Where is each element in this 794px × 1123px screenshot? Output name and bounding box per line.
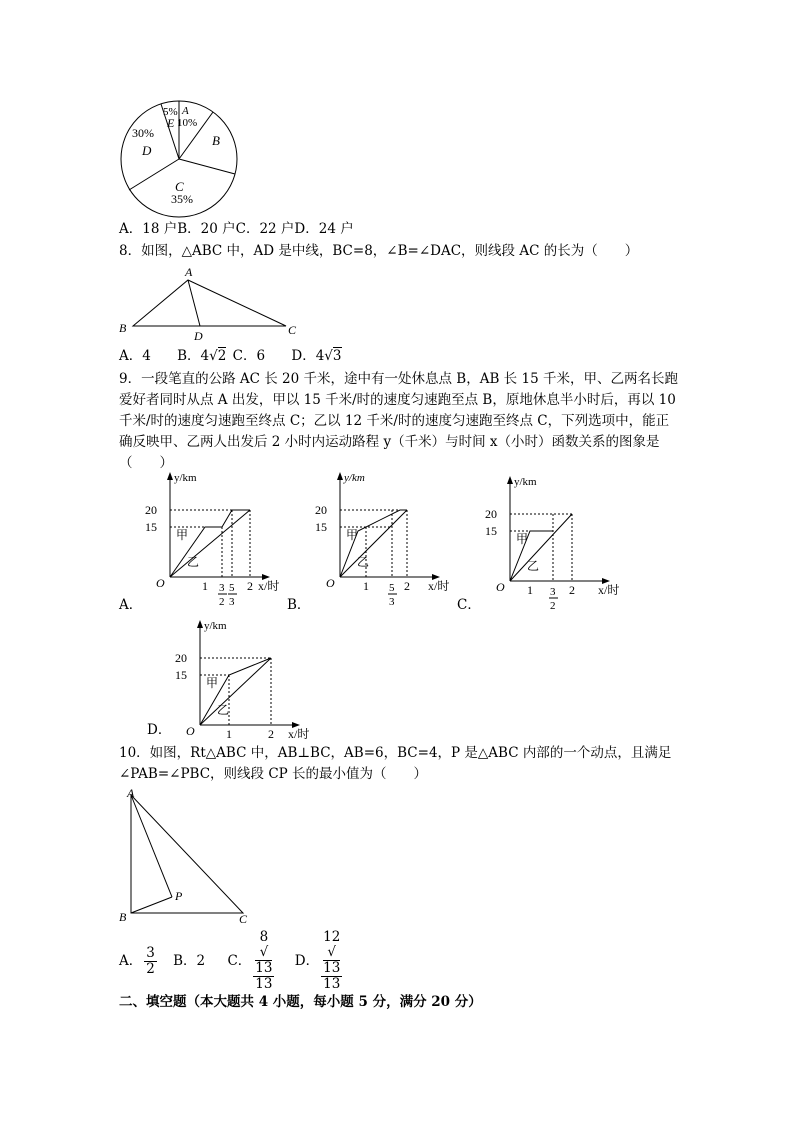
tick-y15: 15 [315,520,327,534]
pie-label-e: E [167,116,175,130]
tick-y20: 20 [315,503,327,517]
section-2-heading: 二、填空题（本大题共 4 小题，每小题 5 分，满分 20 分） [119,994,482,1010]
q10-options [119,930,344,992]
x-axis-label: x/时 [288,727,310,741]
q10-option-a: A． $\frac{3}{2}$ [119,944,155,977]
y-axis-label: y/km [174,472,197,484]
q8-option-b: B．4√2 [177,348,227,364]
tick-x1: 1 [527,583,533,597]
q8-options [119,346,342,366]
pie-label-c: C [175,179,184,194]
pie-chart-figure [118,98,242,222]
jia-label: 甲 [346,528,359,542]
frac-num-0: 3 [550,586,556,598]
x-axis-label: x/时 [258,579,280,593]
q8-option-a: A．4 [119,348,151,364]
origin-label: O [156,576,165,590]
y-axis-label: y/km [344,472,365,484]
tick-x1: 1 [202,579,208,593]
y-axis-arrow [197,620,203,628]
q8-option-c: C．6 [232,348,266,364]
tick-y20: 20 [145,503,157,517]
pie-pct-10: 10% [177,117,198,129]
jia-label: 甲 [176,528,189,542]
frac-num-0: 5 [389,582,395,594]
pie-pct-5: 5% [163,106,178,118]
frac-den-1: 3 [229,596,235,608]
pie-pct-30: 30% [132,126,154,140]
q9-graph-b [300,472,450,608]
tick-y15: 15 [145,520,157,534]
y-axis-label: y/km [514,476,537,488]
tri-label-c: C [288,323,297,337]
right-triangle-figure [116,786,256,926]
frac-den-0: 2 [219,596,225,608]
yi-line [200,658,271,725]
q10-line-2: ∠PAB=∠PBC，则线段 CP 长的最小值为（ ） [119,766,428,782]
q9-line-3: 千米/时的速度匀速跑至终点 C；乙以 12 千米/时的速度匀速跑至终点 C，下列选项中，能正 [119,413,670,429]
rt-label-a: A [127,786,135,800]
y-axis-label: y/km [204,620,227,632]
tick-y15: 15 [175,668,187,682]
origin-label: O [186,724,195,738]
tick-y20: 20 [175,651,187,665]
pie-label-d: D [142,143,152,158]
origin-label: O [326,576,335,590]
pie-pct-35: 35% [171,192,193,206]
yi-label: 乙 [357,555,370,569]
x-axis-label: x/时 [428,579,450,593]
yi-label: 乙 [187,555,200,569]
q9-option-a-label: A． [119,597,143,613]
q10-option-c: C． 8 √ 13 13 [227,929,273,992]
tri-label-a: A [185,265,193,279]
tick-x2: 2 [268,727,274,741]
q10-option-d: D． 12 √ 13 13 [294,929,341,992]
q9-graph-c [470,476,620,612]
q9-graph-a [130,472,280,608]
q9-line-1: 9．一段笔直的公路 AC 长 20 千米，途中有一处休息点 B，AB 长 15 千米，甲、乙两名长跑 [119,371,678,387]
frac-num-1: 5 [229,582,235,594]
tick-x1: 1 [226,727,232,741]
jia-label: 甲 [516,532,529,546]
q9-option-c-label: C． [457,597,481,613]
rt-label-b: B [119,910,127,924]
pie-label-a: A [182,105,189,117]
q8-stem: 8．如图，△ABC 中，AD 是中线，BC=8，∠B=∠DAC，则线段 AC 的长为（ ） [119,243,639,259]
tick-x2: 2 [404,579,410,593]
q10-line-1: 10．如图，Rt△ABC 中，AB⊥BC，AB=6，BC=4，P 是△ABC 内部的一个动点，且满足 [119,745,672,761]
triangle-abc-figure [116,265,306,345]
q9-option-b-label: B． [287,597,311,613]
tick-x2: 2 [247,579,253,593]
jia-label: 甲 [206,676,219,690]
y-axis-arrow [337,472,343,480]
q9-line-4: 确反映甲、乙两人出发后 2 小时内运动路程 y（千米）与时间 x（小时）函数关系的图象是 [119,434,660,450]
q8-option-d: D．4√3 [291,348,342,364]
frac-den-0: 2 [550,600,556,612]
tick-x1: 1 [363,579,369,593]
yi-label: 乙 [217,703,230,717]
q9-option-d-label: D． [147,722,172,738]
y-axis-arrow [167,472,173,480]
x-axis-label: x/时 [598,583,620,597]
yi-line [510,514,572,581]
yi-line [340,510,407,577]
yi-label: 乙 [527,559,540,573]
tick-y15: 15 [485,524,497,538]
tick-x2: 2 [569,583,575,597]
q9-line-5: （ ） [119,455,173,471]
tri-label-d: D [194,329,203,343]
y-axis-arrow [507,476,513,484]
yi-line [170,510,250,577]
frac-den-0: 3 [389,596,395,608]
tri-label-b: B [119,321,127,335]
rt-label-c: C [239,912,248,926]
q10-option-b: B．2 [173,952,206,969]
q9-line-2: 爱好者同时从点 A 出发，甲以 15 千米/时的速度匀速跑至点 B，原地休息半小时后，再以 10 [119,392,676,408]
rt-label-p: P [175,889,183,903]
q9-graph-d [160,620,310,740]
origin-label: O [496,580,505,594]
q7-options: A．18 户B．20 户C．22 户D．24 户 [119,221,354,237]
pie-label-b: B [212,133,220,148]
frac-num-0: 3 [219,582,225,594]
tick-y20: 20 [485,507,497,521]
